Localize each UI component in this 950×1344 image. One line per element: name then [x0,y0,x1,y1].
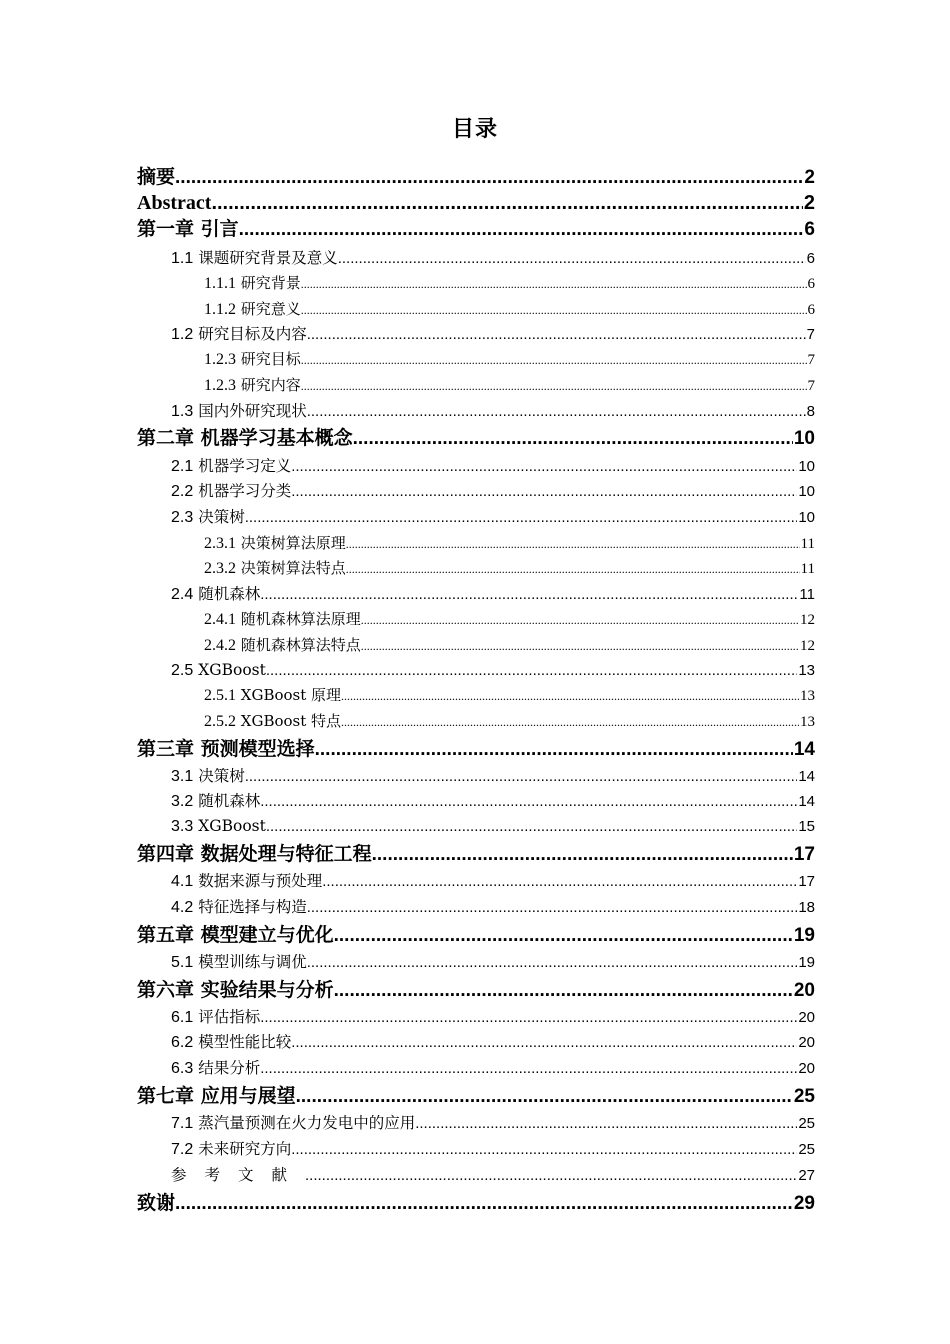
toc-entry-level-2[interactable] [171,1005,815,1029]
toc-entry-title: 机器学习定义 [198,457,292,475]
toc-entry-level-2[interactable] [171,789,815,813]
toc-title: 目录 [451,117,498,142]
toc-entry-label [171,814,266,838]
toc-entry-number: 2.3.2 [204,560,236,577]
toc-entry-number: 6.3 [171,1060,194,1077]
toc-entry-label [171,895,307,919]
toc-entry-label [171,764,245,788]
toc-entry-label [171,399,307,423]
toc-dot-leader [291,1031,797,1054]
toc-entry-level-1[interactable] [137,736,815,762]
toc-entry-number: 6.2 [171,1034,194,1051]
toc-page-number: 20 [798,1060,815,1077]
toc-dot-leader [239,217,804,242]
toc-entry-number: 3.2 [171,793,194,810]
toc-entry-title: 摘要 [137,166,176,188]
toc-entry-title: 决策树算法原理 [240,534,346,552]
toc-dot-leader [334,978,793,1003]
toc-page-number: 29 [793,1193,815,1214]
toc-entry-label [171,322,307,346]
toc-entry-number: 1.3 [171,403,194,420]
toc-entry-title: 未来研究方向 [198,1140,292,1158]
toc-entry-label [137,841,372,867]
toc-entry-label [204,709,341,733]
toc-dot-leader [322,870,797,893]
toc-entry-label [137,425,353,451]
toc-entry-level-1[interactable] [137,216,815,242]
toc-page-number: 25 [798,1115,815,1132]
toc-entry-title: 第二章 机器学习基本概念 [137,427,353,449]
toc-page-number: 6 [807,276,815,292]
toc-entry-label [171,789,260,813]
toc-dot-leader [334,923,793,948]
toc-entry-label [137,736,315,762]
toc-entry-label [204,271,301,295]
toc-entry-label [204,531,346,555]
toc-entry-level-3[interactable] [204,347,815,371]
toc-entry-level-2[interactable] [171,895,815,919]
toc-entry-level-2[interactable] [171,1163,815,1187]
toc-dot-leader [291,455,797,478]
toc-dot-leader [260,790,797,813]
toc-entry-title: 模型性能比较 [198,1033,292,1051]
toc-dot-leader [307,896,798,919]
toc-entry-title: 决策树 [198,508,245,526]
toc-entry-label [171,582,260,606]
toc-dot-leader [307,323,806,346]
toc-dot-leader [301,272,807,295]
toc-dot-leader [353,426,793,451]
toc-entry-title: 研究背景 [240,274,301,292]
toc-entry-level-2[interactable] [171,399,815,423]
toc-dot-leader [260,1006,797,1029]
toc-entry-level-1[interactable] [137,425,815,451]
toc-dot-leader [307,951,798,974]
toc-entry-title: Abstract [137,192,212,214]
toc-dot-leader [341,684,799,707]
toc-page-number: 17 [798,873,815,890]
toc-dot-leader [260,1057,797,1080]
toc-entry-level-2[interactable] [171,505,815,529]
toc-entry-label [171,658,266,682]
toc-dot-leader [338,247,806,270]
toc-page-number: 10 [798,458,815,475]
toc-entry-label [204,347,301,371]
toc-entry-level-1[interactable] [137,164,815,190]
toc-entry-title: 特征选择与构造 [198,898,307,916]
toc-page-number: 25 [798,1141,815,1158]
toc-entry-title: 第五章 模型建立与优化 [137,924,334,946]
toc-entry-label [171,1030,291,1054]
toc-page-number: 18 [798,899,815,916]
toc-dot-leader [372,842,793,867]
toc-entry-number: 2.3 [171,509,194,526]
toc-entry-title: 随机森林算法原理 [240,610,361,628]
toc-entry-number: 2.4 [171,586,194,603]
toc-dot-leader [291,480,797,503]
toc-page-number: 12 [800,638,815,654]
toc-entry-number: 1.2.3 [204,351,236,368]
toc-dot-leader [245,506,798,529]
toc-entry-label [204,633,361,657]
toc-page-number: 7 [807,378,815,394]
toc-page-number: 11 [800,561,815,577]
toc-entry-label [137,216,239,242]
toc-entry-number: 6.1 [171,1009,194,1026]
toc-entry-title: 参考文献 [171,1166,306,1184]
toc-page-number: 13 [800,714,815,730]
toc-entry-label [204,373,301,397]
toc-entry-number: 2.2 [171,483,194,500]
toc-dot-leader [301,298,807,321]
toc-entry-label [204,297,301,321]
toc-entry-title: 决策树算法特点 [240,559,346,577]
toc-entry-title: XGBoost 原理 [240,686,342,704]
toc-page-number: 11 [800,536,815,552]
toc-dot-leader [266,659,797,682]
toc-entry-title: 第三章 预测模型选择 [137,738,315,760]
toc-entry-title: XGBoost 特点 [240,712,342,730]
toc-page-number: 7 [806,326,815,343]
toc-dot-leader [415,1112,797,1135]
toc-entry-level-3[interactable] [204,633,815,657]
toc-page-number: 17 [793,844,815,865]
toc-entry-number: 1.2 [171,326,194,343]
toc-page-number: 27 [798,1167,815,1184]
toc-entry-title: 结果分析 [198,1059,261,1077]
toc-entry-number: 2.4.2 [204,637,236,654]
toc-dot-leader [211,190,802,216]
toc-entry-level-1[interactable] [137,922,815,948]
toc-entry-title: 第一章 引言 [137,218,239,240]
toc-entry-title: 研究目标及内容 [198,325,307,343]
toc-page-number: 14 [798,768,815,785]
toc-entry-label [171,246,338,270]
toc-page-number: 20 [798,1034,815,1051]
toc-entry-number: 3.1 [171,768,194,785]
toc-entry-title: 课题研究背景及意义 [198,249,338,267]
toc-entry-number: 2.4.1 [204,611,236,628]
toc-page-number: 14 [793,739,815,760]
toc-entry-level-2[interactable] [171,1030,815,1054]
toc-entry-number: 2.5.2 [204,713,236,730]
toc-entry-label [137,1083,296,1109]
toc-entry-label [171,1111,415,1135]
toc-entry-level-2[interactable] [171,479,815,503]
toc-entry-level-3[interactable] [204,683,815,707]
toc-entry-title: 第四章 数据处理与特征工程 [137,843,372,865]
toc-entry-title: XGBoost [198,817,266,835]
toc-page-number: 2 [803,192,815,214]
toc-entry-level-2[interactable] [171,950,815,974]
toc-entry-title: 第六章 实验结果与分析 [137,979,334,1001]
toc-dot-leader [315,737,793,762]
toc-entry-level-2[interactable] [171,322,815,346]
toc-entry-number: 1.1 [171,250,194,267]
toc-page-number: 13 [800,688,815,704]
toc-page-number: 13 [798,662,815,679]
toc-page-number: 10 [793,428,815,449]
toc-entry-level-3[interactable] [204,556,815,580]
toc-dot-leader [341,710,799,733]
toc-entry-label [204,556,346,580]
toc-entry-level-1[interactable] [137,977,815,1003]
toc-entry-level-2[interactable] [171,246,815,270]
toc-entry-title: 随机森林 [198,585,261,603]
toc-page-number: 10 [798,509,815,526]
toc-entry-label [204,683,341,707]
toc-entry-title: 研究内容 [240,376,301,394]
toc-entry-level-1[interactable] [137,1190,815,1216]
toc-page-number: 19 [798,954,815,971]
toc-entry-label [204,607,361,631]
toc-entry-number: 4.2 [171,899,194,916]
toc-dot-leader [260,583,798,606]
toc-entry-title: 模型训练与调优 [198,953,307,971]
toc-dot-leader [305,1164,797,1187]
toc-page-number: 19 [793,925,815,946]
toc-entry-number: 2.3.1 [204,535,236,552]
toc-page-number: 6 [806,250,815,267]
toc-dot-leader [175,1191,793,1216]
toc-entry-number: 1.1.2 [204,301,236,318]
toc-page-number: 14 [798,793,815,810]
toc-entry-title: 研究目标 [240,350,301,368]
toc-page-number: 20 [798,1009,815,1026]
toc-entry-title: 研究意义 [240,300,301,318]
toc-entry-level-1[interactable] [137,1083,815,1109]
toc-entry-label [137,190,211,216]
toc-entry-level-3[interactable] [204,297,815,321]
toc-dot-leader [346,532,800,555]
toc-entry-label [171,1056,260,1080]
toc-dot-leader [346,557,800,580]
toc-dot-leader [175,165,803,190]
toc-entry-label [137,922,334,948]
toc-page-number: 6 [807,302,815,318]
toc-entry-number: 2.1 [171,458,194,475]
toc-entry-number: 3.3 [171,818,194,835]
toc-entry-number: 2.5.1 [204,687,236,704]
toc-entry-label [137,1190,175,1216]
toc-dot-leader [296,1084,793,1109]
toc-dot-leader [245,765,798,788]
toc-entry-number: 7.2 [171,1141,194,1158]
toc-entry-level-2[interactable] [171,1111,815,1135]
toc-entry-level-3[interactable] [204,531,815,555]
toc-entry-title: 蒸汽量预测在火力发电中的应用 [198,1114,416,1132]
toc-entry-level-2[interactable] [171,658,815,682]
toc-entry-level-3[interactable] [204,373,815,397]
toc-entry-title: 国内外研究现状 [198,402,307,420]
toc-dot-leader [301,374,807,397]
toc-entry-label [171,1005,260,1029]
toc-entry-level-2[interactable] [171,869,815,893]
toc-entry-title: 机器学习分类 [198,482,292,500]
toc-entry-number: 4.1 [171,873,194,890]
toc-entry-level-2[interactable] [171,764,815,788]
toc-entry-label [171,869,322,893]
toc-entry-title: 致谢 [137,1192,176,1214]
toc-entry-number: 1.2.3 [204,377,236,394]
toc-entry-level-2[interactable] [171,814,815,838]
toc-page-number: 6 [804,219,815,240]
toc-entry-level-3[interactable] [204,709,815,733]
toc-entry-label [171,950,307,974]
toc-entry-level-2[interactable] [171,582,815,606]
toc-page-number: 20 [793,980,815,1001]
toc-entry-title: 第七章 应用与展望 [137,1085,296,1107]
toc-entry-label [171,454,291,478]
toc-entry-title: XGBoost [198,661,266,679]
toc-entry-title: 随机森林 [198,792,261,810]
toc-entry-number: 7.1 [171,1115,194,1132]
toc-entry-level-2[interactable] [171,1056,815,1080]
toc-entry-number: 1.1.1 [204,275,236,292]
toc-entry-level-2[interactable] [171,454,815,478]
toc-page-number: 25 [793,1086,815,1107]
toc-entry-label [137,164,175,190]
toc-page-number: 10 [798,483,815,500]
toc-entry-title: 评估指标 [198,1008,261,1026]
toc-dot-leader [361,634,799,657]
toc-entry-number: 2.5 [171,662,194,679]
toc-page-number: 12 [800,612,815,628]
toc-entry-level-3[interactable] [204,271,815,295]
toc-entry-title: 随机森林算法特点 [240,636,361,654]
toc-dot-leader [307,400,806,423]
toc-page-number: 8 [806,403,815,420]
toc-dot-leader [291,1138,797,1161]
toc-entry-number: 5.1 [171,954,194,971]
toc-entry-label [171,1137,291,1161]
toc-dot-leader [361,608,799,631]
toc-entry-label [171,479,291,503]
toc-entry-level-3[interactable] [204,607,815,631]
toc-page-number: 7 [807,352,815,368]
toc-entry-label [137,977,334,1003]
toc-entry-label [171,1163,305,1187]
toc-entry-title: 决策树 [198,767,245,785]
toc-entry-label [171,505,245,529]
toc-page-number: 2 [804,167,815,188]
toc-entry-level-2[interactable] [171,1137,815,1161]
toc-dot-leader [301,348,807,371]
toc-page-number: 11 [799,586,815,603]
toc-entry-level-1[interactable] [137,190,815,216]
toc-entry-title: 数据来源与预处理 [198,872,323,890]
toc-page-number: 15 [798,818,815,835]
toc-dot-leader [266,815,797,838]
toc-entry-level-1[interactable] [137,841,815,867]
